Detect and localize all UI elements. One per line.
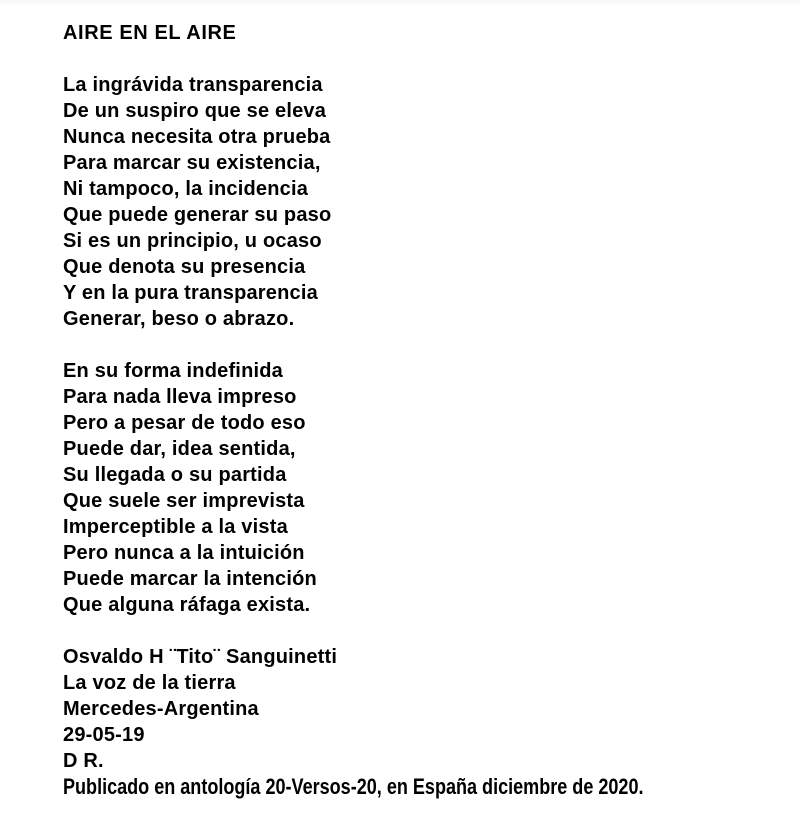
- poem-line: Ni tampoco, la incidencia: [63, 178, 309, 200]
- poem-line: Imperceptible a la vista: [63, 516, 288, 538]
- poem-line: Pero a pesar de todo eso: [63, 412, 306, 434]
- poem-line: Nunca necesita otra prueba: [63, 126, 331, 148]
- poem-line: Si es un principio, u ocaso: [63, 230, 322, 252]
- publication-note-text: Publicado en antología 20-Versos-20, en España diciembre de 2020.: [63, 774, 644, 799]
- poem-line: Su llegada o su partida: [63, 464, 287, 486]
- signature-date: 29-05-19: [63, 724, 145, 746]
- signature-rights: D R.: [63, 750, 104, 772]
- poem-line: Que denota su presencia: [63, 256, 306, 278]
- signature-line: La voz de la tierra: [63, 672, 236, 694]
- poem-title: AIRE EN EL AIRE: [63, 22, 237, 44]
- poem-line: Que alguna ráfaga exista.: [63, 594, 311, 616]
- blank-line: [63, 46, 770, 72]
- author-name: Osvaldo H ¨Tito¨ Sanguinetti: [63, 646, 338, 668]
- blank-line: [63, 618, 770, 644]
- poem-line: Y en la pura transparencia: [63, 282, 318, 304]
- signature-block: [63, 644, 770, 800]
- poem-line: Puede marcar la intención: [63, 568, 317, 590]
- poem-line: Para nada lleva impreso: [63, 386, 297, 408]
- poem-line: Que suele ser imprevista: [63, 490, 305, 512]
- publication-note: [63, 774, 770, 800]
- poem-line: Para marcar su existencia,: [63, 152, 321, 174]
- poem-line: Generar, beso o abrazo.: [63, 308, 295, 330]
- poem-stanza-1: [63, 72, 770, 332]
- poem-line: Que puede generar su paso: [63, 204, 332, 226]
- signature-location: Mercedes-Argentina: [63, 698, 259, 720]
- blank-line: [63, 332, 770, 358]
- poem-line: De un suspiro que se eleva: [63, 100, 327, 122]
- poem-stanza-2: [63, 358, 770, 618]
- poem-line: En su forma indefinida: [63, 360, 283, 382]
- poem-line: Pero nunca a la intuición: [63, 542, 305, 564]
- poem-line: La ingrávida transparencia: [63, 74, 323, 96]
- poem-line: Puede dar, idea sentida,: [63, 438, 296, 460]
